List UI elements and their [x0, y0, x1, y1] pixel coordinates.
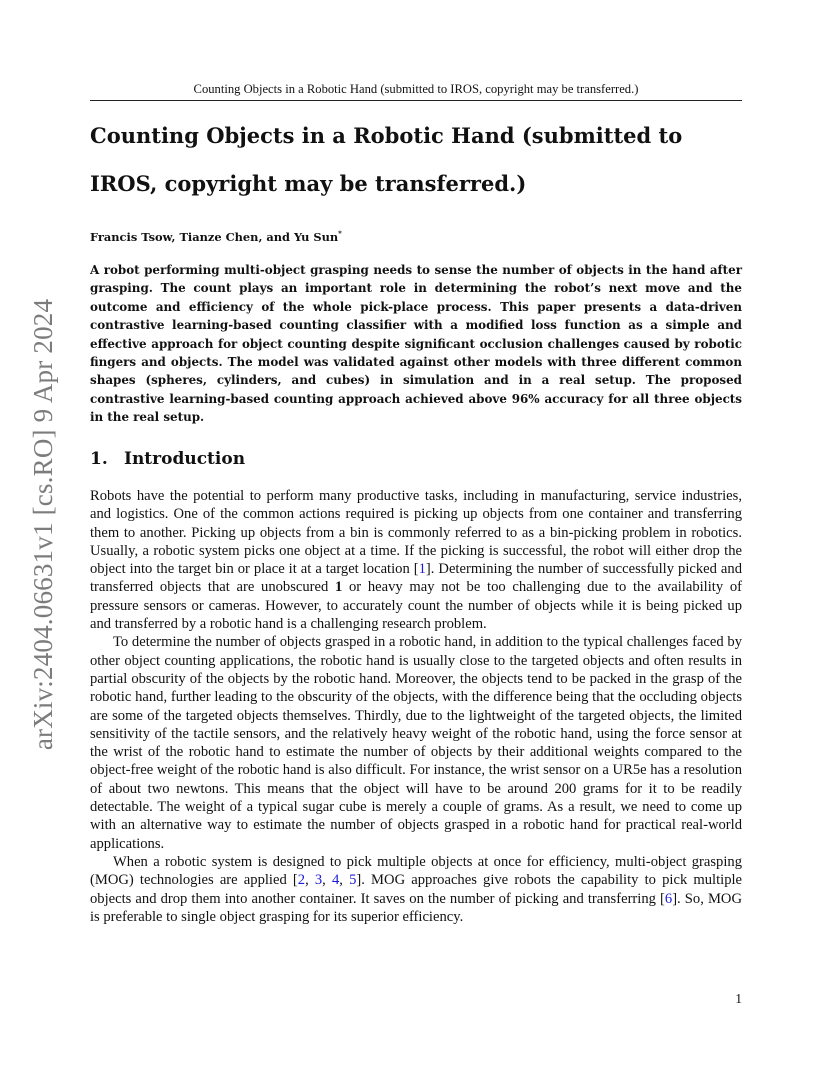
paragraph: When a robotic system is designed to pick multiple objects at once for efficiency, multi-object grasping (MOG) technologies are applied [2, 3, 4, 5]. MOG approaches give robots the capability to pick multiple objects and drop them into another container. It saves on the number of picking and transferring [6]. So, MOG is preferable to single object grasping for its superior efficiency.: [90, 853, 743, 925]
citation-link[interactable]: 4: [331, 872, 340, 889]
author-names: Francis Tsow, Tianze Chen, and Yu Sun: [90, 229, 339, 244]
section-number: 1.: [90, 449, 108, 469]
author-list: [90, 229, 342, 244]
arxiv-side-identifier: arXiv:2404.06631v1 [cs.RO] 9 Apr 2024: [28, 298, 59, 750]
citation-link[interactable]: 3: [314, 872, 323, 889]
paragraph: Robots have the potential to perform many productive tasks, including in manufacturing, service industries, and logistics. One of the common actions required is picking up objects from one container and transferring them to another. Picking up objects from a bin is commonly referred to as a bin-picking problem in robotics. Usually, a robotic system picks one object at a time. If the picking is successful, the robot will either drop the object into the target bin or place it at a target location [1]. Determining the number of successfully picked and transferred objects that are unobscured 1 or heavy may not be too challenging due to the availability of pressure sensors or cameras. However, to accurately count the number of objects while it is being picked up and transferred by a robotic hand is a challenging research problem.: [90, 488, 742, 633]
paragraph: To determine the number of objects grasped in a robotic hand, in addition to the typical challenges faced by other object counting applications, the robotic hand is usually close to the targeted objects and often results in partial obscurity of the objects by the robotic hand. Moreover, the objects tend to be packed in the grasp of the robotic hand, further leading to the obscurity of the objects, with the difference being that the occluding objects are some of the targeted objects themselves. Thirdly, due to the lightweight of the targeted objects, the limited sensitivity of the tactile sensors, and the relatively heavy weight of the robotic hand, using the force sensor at the wrist of the robotic hand to estimate the number of objects by their additional weights compared to the object-free weight of the robotic hand is also difficult. For instance, the wrist sensor on a UR5e has a resolution of about two newtons. This means that the object will have to be around 200 grams for it to be readily detectable. The weight of a typical sugar cube is merely a couple of grams. As a result, we need to come up with an alternative way to estimate the number of objects grasped in a robotic hand for practical real-world applications.: [90, 634, 742, 852]
introduction-body: [90, 487, 742, 926]
citation-link[interactable]: 2: [297, 872, 306, 889]
footnote-marker[interactable]: 1: [335, 579, 343, 596]
abstract: A robot performing multi-object grasping needs to sense the number of objects in the hand after grasping. The count plays an important role in determining the robot’s next move and the outcome and efficiency of the whole pick-place process. This paper presents a data-driven contrastive learning-based counting classifier with a modified loss function as a simple and effective approach for object counting despite significant occlusion challenges caused by robotic fingers and objects. The model was validated against other models with three different common shapes (spheres, cylinders, and cubes) in simulation and in a real setup. The proposed contrastive learning-based counting approach achieved above 96% accuracy for all three objects in the real setup.: [90, 263, 742, 425]
author-footnote-mark: *: [338, 229, 342, 238]
section-title: Introduction: [124, 449, 246, 469]
citation-link[interactable]: 6: [664, 890, 673, 907]
citation-link[interactable]: 5: [349, 872, 357, 889]
paper-title: Counting Objects in a Robotic Hand (submitted to IROS, copyright may be transferred.): [90, 123, 683, 196]
header-rule: [90, 100, 742, 101]
citation-link[interactable]: 1: [418, 561, 426, 578]
page-number: 1: [735, 991, 742, 1006]
section-heading: [90, 449, 245, 469]
running-head: Counting Objects in a Robotic Hand (submitted to IROS, copyright may be transferred.): [193, 82, 639, 96]
